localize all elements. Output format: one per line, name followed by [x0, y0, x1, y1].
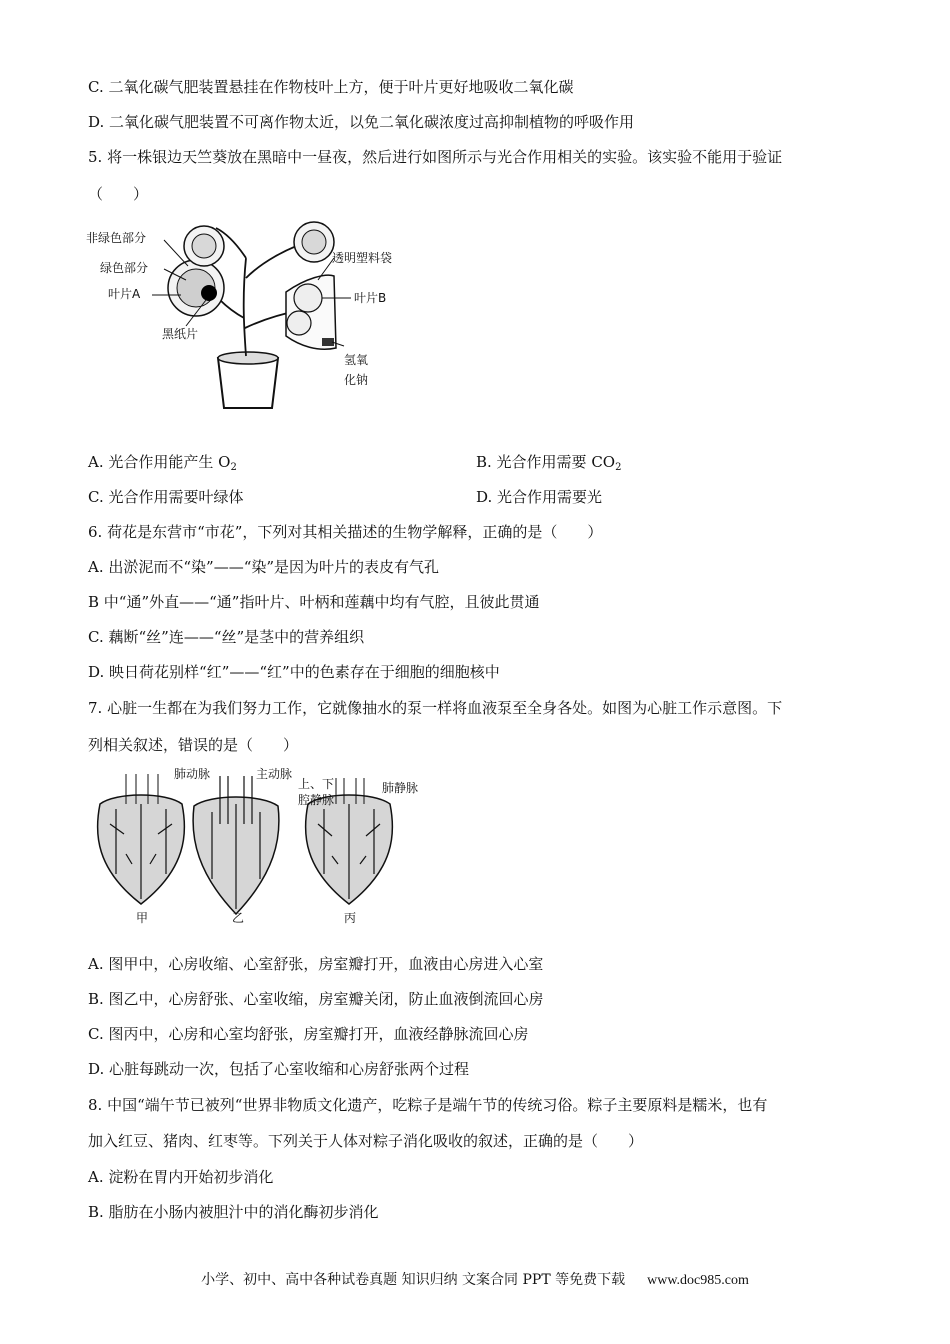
q5-stem-blank: （ ） — [88, 185, 149, 203]
label-vena-cava-2: 腔静脉 — [298, 793, 335, 807]
label-aorta: 主动脉 — [256, 767, 293, 781]
label-naoh-2: 化钠 — [344, 373, 369, 387]
q7-stem-2: 列相关叙述，错误的是（ ） — [88, 736, 299, 754]
label-green: 绿色部分 — [100, 261, 149, 275]
q7-option-d: D. 心脏每跳动一次，包括了心室收缩和心房舒张两个过程 — [88, 1060, 470, 1078]
q5-option-b: B. 光合作用需要 $CO_2$ — [476, 453, 622, 473]
label-non-green: 非绿色部分 — [86, 231, 147, 245]
q7-option-c: C. 图丙中，心房和心室均舒张，房室瓣打开，血液经静脉流回心房 — [88, 1025, 529, 1043]
q4-option-c: C. 二氧化碳气肥装置悬挂在作物枝叶上方，便于叶片更好地吸收二氧化碳 — [88, 78, 574, 96]
q6-option-a: A. 出淤泥而不“染”——“染”是因为叶片的表皮有气孔 — [88, 558, 440, 576]
q8-stem-2: 加入红豆、猪肉、红枣等。下列关于人体对粽子消化吸收的叙述，正确的是（ ） — [88, 1132, 644, 1150]
q5-stem: 5. 将一株银边天竺葵放在黑暗中一昼夜，然后进行如图所示与光合作用相关的实验。该实验不能用于验证 — [88, 148, 783, 166]
q5-option-d: D. 光合作用需要光 — [476, 488, 603, 506]
black-paper-patch — [201, 285, 217, 301]
q7-option-b: B. 图乙中，心房舒张、心室收缩，房室瓣关闭，防止血液倒流回心房 — [88, 990, 544, 1008]
label-plastic-bag: 透明塑料袋 — [332, 251, 393, 265]
q8-stem: 8. 中国“端午节已被列“世界非物质文化遗产，吃粽子是端午节的传统习俗。粽子主要原料是糯米，也有 — [88, 1096, 768, 1114]
label-vena-cava-1: 上、下 — [298, 777, 335, 791]
flower-pot — [218, 358, 278, 408]
label-leaf-a: 叶片A — [108, 287, 141, 301]
label-yi: 乙 — [232, 911, 245, 924]
heart-jia — [98, 774, 185, 904]
label-leaf-b: 叶片B — [354, 291, 387, 305]
q5-option-a: A. 光合作用能产生 $O_2$ — [88, 453, 237, 473]
q5-plant-figure — [86, 218, 416, 418]
label-black-paper: 黑纸片 — [162, 327, 199, 341]
label-bing: 丙 — [344, 911, 357, 924]
label-naoh-1: 氢氧 — [344, 353, 369, 367]
q7-heart-figure — [86, 764, 436, 924]
label-pulmonary-artery: 肺动脉 — [174, 767, 211, 781]
q5-option-c: C. 光合作用需要叶绿体 — [88, 488, 244, 506]
label-pulmonary-vein: 肺静脉 — [382, 781, 419, 795]
q6-option-c: C. 藕断“丝”连——“丝”是茎中的营养组织 — [88, 628, 365, 646]
q6-option-b: B 中“通”外直——“通”指叶片、叶柄和莲藕中均有气腔，且彼此贯通 — [88, 593, 540, 611]
leaf-b — [294, 284, 322, 312]
label-jia: 甲 — [136, 911, 149, 924]
footer-url[interactable]: www.doc985.com — [647, 1273, 749, 1288]
q6-option-d: D. 映日荷花别样“红”——“红”中的色素存在于细胞的细胞核中 — [88, 663, 500, 681]
q7-option-a: A. 图甲中，心房收缩、心室舒张，房室瓣打开，血液由心房进入心室 — [88, 955, 544, 973]
q4-option-d: D. 二氧化碳气肥装置不可离作物太近，以免二氧化碳浓度过高抑制植物的呼吸作用 — [88, 113, 635, 131]
heart-yi — [193, 776, 279, 914]
footer-text: 小学、初中、高中各种试卷真题 知识归纳 文案合同 PPT 等免费下载 — [201, 1272, 626, 1288]
q6-stem: 6. 荷花是东营市“市花”，下列对其相关描述的生物学解释，正确的是（ ） — [88, 523, 603, 541]
q8-option-a: A. 淀粉在胃内开始初步消化 — [88, 1168, 274, 1186]
q7-stem: 7. 心脏一生都在为我们努力工作，它就像抽水的泵一样将血液泵至全身各处。如图为心脏工作示意图。下 — [88, 699, 783, 717]
leaf-a — [168, 260, 224, 316]
q8-option-b: B. 脂肪在小肠内被胆汁中的消化酶初步消化 — [88, 1203, 379, 1221]
page-footer — [0, 1270, 950, 1291]
